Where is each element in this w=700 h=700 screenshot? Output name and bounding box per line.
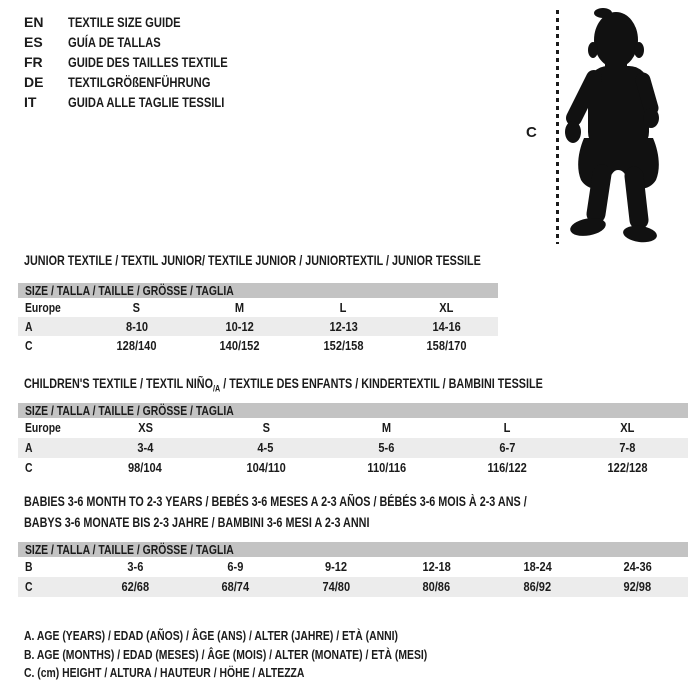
language-code: ES: [24, 34, 43, 50]
table-row-height-cm: [18, 336, 498, 355]
table-cell: M: [381, 420, 392, 435]
table-cell: 68/74: [221, 579, 250, 594]
measure-key-footnotes: [24, 627, 528, 683]
table-cell: S: [132, 300, 141, 315]
gender-suffix: /A: [212, 383, 221, 394]
table-row-age-months: [18, 557, 688, 577]
guide-title-en: TEXTILE SIZE GUIDE: [68, 14, 181, 30]
section-title-babies: BABIES 3-6 MONTH TO 2-3 YEARS / BEBÉS 3-6 MESES A 2-3 AÑOS / BÉBÉS 3-6 MOIS À 2-3 ANS / BABYS 3-6 MONATE BIS 2-3 JAHRE / BAMBINI 3-6 MESI A 2-3 ANNI: [24, 494, 527, 530]
footnote-height-cm: C. (cm) HEIGHT / ALTURA / HAUTEUR / HÖHE / ALTEZZA: [24, 665, 305, 680]
language-code: DE: [24, 74, 44, 90]
table-cell: S: [262, 420, 270, 435]
size-header-bar: [18, 283, 498, 298]
junior-size-table: [18, 283, 498, 355]
table-cell: 62/68: [121, 579, 150, 594]
table-cell: 12-13: [328, 319, 358, 334]
table-cell: 128/140: [116, 338, 157, 353]
children-size-table: [18, 403, 688, 478]
language-code: EN: [24, 14, 44, 30]
footnote-age-years: A. AGE (YEARS) / EDAD (AÑOS) / ÂGE (ANS) / ALTER (JAHRE) / ETÀ (ANNI): [24, 628, 399, 643]
table-row-europe: [18, 418, 688, 438]
table-row-age-years: [18, 317, 498, 336]
height-measure-figure: [520, 4, 700, 250]
language-row-de: [24, 72, 268, 92]
row-label: A: [25, 319, 33, 334]
table-cell: 4-5: [257, 440, 274, 455]
table-cell: 5-6: [378, 440, 395, 455]
size-header-text: SIZE / TALLA / TAILLE / GRÖSSE / TAGLIA: [25, 542, 234, 557]
size-header-text: SIZE / TALLA / TAILLE / GRÖSSE / TAGLIA: [25, 283, 234, 298]
table-cell: 14-16: [432, 319, 461, 334]
table-cell: 3-4: [137, 440, 154, 455]
table-cell: 24-36: [623, 559, 652, 574]
language-code: FR: [24, 54, 43, 70]
row-label: C: [25, 460, 33, 475]
table-cell: 152/158: [323, 338, 364, 353]
row-label: Europe: [25, 420, 61, 435]
footnote-age-months: B. AGE (MONTHS) / EDAD (MESES) / ÂGE (MOIS) / ALTER (MONATE) / ETÀ (MESI): [24, 646, 428, 662]
size-header-text: SIZE / TALLA / TAILLE / GRÖSSE / TAGLIA: [25, 403, 234, 418]
table-cell: XS: [137, 420, 153, 435]
row-label: A: [25, 440, 33, 455]
table-cell: 104/110: [246, 460, 286, 475]
table-cell: 9-12: [325, 559, 348, 574]
table-cell: 18-24: [523, 559, 552, 574]
guide-title-fr: GUIDE DES TAILLES TEXTILE: [68, 54, 228, 70]
table-cell: 10-12: [225, 319, 255, 334]
table-cell: 7-8: [619, 440, 636, 455]
section-title-junior: JUNIOR TEXTILE / TEXTIL JUNIOR/ TEXTILE JUNIOR / JUNIORTEXTIL / JUNIOR TESSILE: [24, 253, 481, 268]
table-cell: 3-6: [127, 559, 144, 574]
row-label: C: [25, 579, 33, 594]
section-title-children: CHILDREN'S TEXTILE / TEXTIL $NIÑO_{/A}$ / TEXTILE DES ENFANTS / KINDERTEXTIL / BAMBINI TESSILE: [24, 376, 543, 394]
table-cell: 74/80: [322, 579, 351, 594]
size-header-bar: [18, 403, 688, 418]
row-label: Europe: [25, 300, 61, 315]
table-cell: L: [503, 420, 511, 435]
table-cell: XL: [439, 300, 454, 315]
toddler-silhouette-icon: [557, 6, 667, 246]
language-row-en: [24, 12, 268, 32]
table-cell: 12-18: [422, 559, 451, 574]
table-cell: M: [235, 300, 245, 315]
table-row-height-cm: [18, 458, 688, 478]
table-row-age-years: [18, 438, 688, 458]
table-cell: 92/98: [623, 579, 652, 594]
table-cell: 116/122: [487, 460, 527, 475]
babies-size-table: [18, 542, 688, 597]
language-row-fr: [24, 52, 268, 72]
table-cell: 6-7: [499, 440, 516, 455]
table-cell: 110/116: [367, 460, 406, 475]
table-row-height-cm: [18, 577, 688, 597]
table-cell: L: [339, 300, 347, 315]
language-code: IT: [24, 94, 37, 110]
row-label: C: [25, 338, 33, 353]
guide-title-es: GUÍA DE TALLAS: [68, 34, 161, 50]
guide-title-de: TEXTILGRÖßENFÜHRUNG: [68, 74, 211, 90]
table-cell: 140/152: [219, 338, 260, 353]
table-cell: 8-10: [125, 319, 148, 334]
table-cell: 158/170: [426, 338, 467, 353]
table-cell: XL: [620, 420, 635, 435]
table-cell: 80/86: [422, 579, 451, 594]
guide-title-it: GUIDA ALLE TAGLIE TESSILI: [68, 94, 225, 110]
table-row-europe: [18, 298, 498, 317]
table-cell: 122/128: [607, 460, 648, 475]
size-header-bar: [18, 542, 688, 557]
table-cell: 98/104: [128, 460, 163, 475]
height-measure-label: C: [526, 124, 537, 141]
language-row-es: [24, 32, 268, 52]
table-cell: 86/92: [523, 579, 552, 594]
language-title-list: [24, 12, 268, 112]
table-cell: 6-9: [227, 559, 244, 574]
row-label: B: [25, 559, 33, 574]
language-row-it: [24, 92, 268, 112]
